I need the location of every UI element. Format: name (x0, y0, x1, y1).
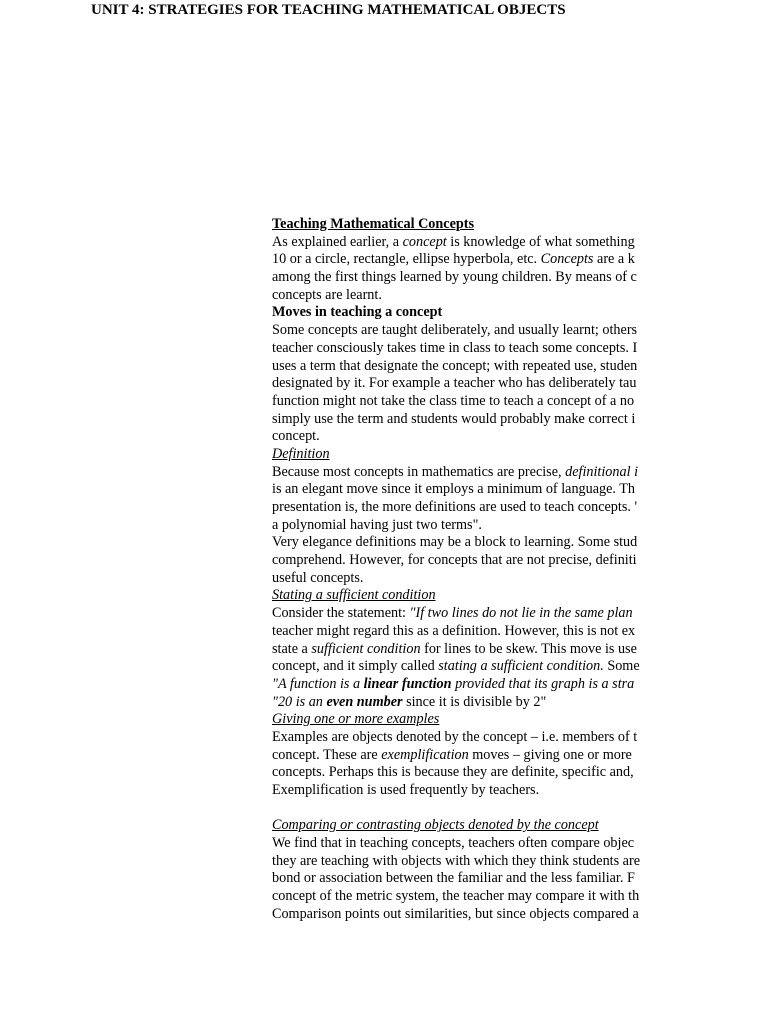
comparing-line: concept of the metric system, the teacher may compare it with th (272, 888, 640, 905)
sufficient-line: Consider the statement: "If two lines do not lie in the same plan (272, 605, 633, 622)
definition-heading: Definition (272, 445, 330, 462)
moves-line: uses a term that designate the concept; with repeated use, studen (272, 357, 638, 374)
moves-line: simply use the term and students would probably make correct i (272, 410, 636, 427)
sufficient-line: state a sufficient condition for lines to be skew. This move is use (272, 640, 637, 657)
comparing-line: bond or association between the familiar and the less familiar. F (272, 870, 635, 887)
intro-line: 10 or a circle, rectangle, ellipse hyperbola, etc. Concepts are a k (272, 251, 635, 268)
intro-line: among the first things learned by young children. By means of c (272, 269, 637, 286)
sufficient-line: concept, and it simply called stating a sufficient condition. Some (272, 658, 640, 675)
paragraph-gap (272, 800, 658, 818)
examples-heading: Giving one or more examples (272, 711, 440, 728)
examples-line: Examples are objects denoted by the concept – i.e. members of t (272, 728, 638, 745)
moves-line: function might not take the class time to teach a concept of a no (272, 392, 635, 409)
definition-line: useful concepts. (272, 569, 364, 586)
definition-line: a polynomial having just two terms". (272, 516, 482, 533)
comparing-line: Comparison points out similarities, but since objects compared a (272, 905, 639, 922)
moves-line: teacher consciously takes time in class to teach some concepts. I (272, 339, 638, 356)
page-header: UNIT 4: STRATEGIES FOR TEACHING MATHEMATICAL OBJECTS (91, 2, 566, 18)
definition-line: comprehend. However, for concepts that are not precise, definiti (272, 552, 637, 569)
moves-line: designated by it. For example a teacher who has deliberately tau (272, 375, 637, 392)
sufficient-line: teacher might regard this as a definition. However, this is not ex (272, 622, 636, 639)
sufficient-line: "20 is an even number since it is divisible by 2" (272, 693, 547, 710)
definition-line: Because most concepts in mathematics are precise, definitional i (272, 463, 639, 480)
examples-line: concepts. Perhaps this is because they are definite, specific and, (272, 764, 634, 781)
intro-line: concepts are learnt. (272, 286, 382, 303)
sufficient-line: "A function is a linear function provided that its graph is a stra (272, 675, 635, 692)
definition-line: presentation is, the more definitions are used to teach concepts. ' (272, 499, 638, 515)
moves-heading: Moves in teaching a concept (272, 304, 443, 321)
comparing-line: We find that in teaching concepts, teachers often compare objec (272, 835, 635, 852)
comparing-line: they are teaching with objects with which they think students are (272, 852, 640, 869)
intro-line: As explained earlier, a concept is knowledge of what something (272, 233, 635, 250)
definition-line: Very elegance definitions may be a block to learning. Some stud (272, 534, 638, 551)
section-heading: Teaching Mathematical Concepts (272, 216, 475, 232)
examples-line: Exemplification is used frequently by teachers. (272, 782, 540, 798)
comparing-heading: Comparing or contrasting objects denoted by the concept (272, 817, 599, 834)
definition-line: is an elegant move since it employs a minimum of language. Th (272, 481, 636, 498)
document-body (272, 216, 658, 928)
examples-line: concept. These are exemplification moves – giving one or more (272, 746, 632, 763)
moves-line: concept. (272, 428, 320, 445)
sufficient-condition-heading: Stating a sufficient condition (272, 587, 436, 604)
moves-line: Some concepts are taught deliberately, and usually learnt; others (272, 322, 638, 339)
